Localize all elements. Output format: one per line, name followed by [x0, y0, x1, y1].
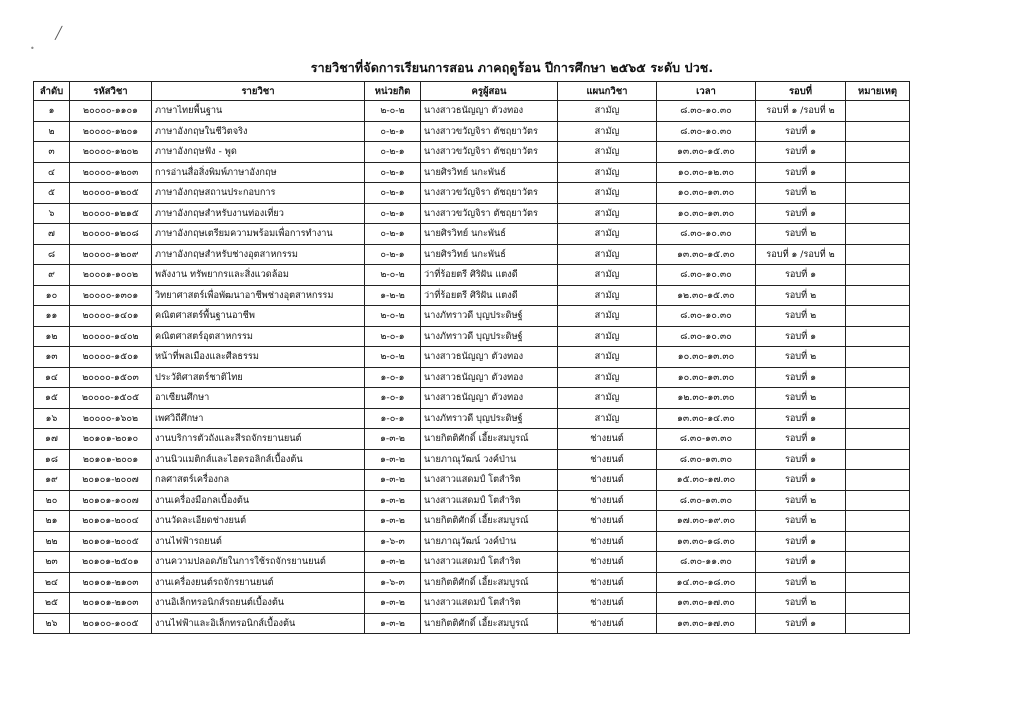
cell-department: สามัญ — [558, 203, 657, 224]
cell-time: ๑๒.๓๐-๑๓.๓๐ — [657, 388, 756, 409]
cell-no: ๒๑ — [34, 511, 70, 532]
cell-department: สามัญ — [558, 142, 657, 163]
cell-department: สามัญ — [558, 183, 657, 204]
cell-credits: ๑-๐-๑ — [365, 408, 421, 429]
cell-teacher: นายกิตติศักดิ์ เอี้ยะสมบูรณ์ — [421, 572, 558, 593]
cell-remark — [846, 531, 910, 552]
table-row — [34, 470, 910, 491]
cell-remark — [846, 142, 910, 163]
cell-time: ๑๓.๓๐-๑๕.๓๐ — [657, 142, 756, 163]
table-row — [34, 101, 910, 122]
cell-code: ๒๐๐๐๐-๑๒๐๕ — [70, 183, 152, 204]
cell-no: ๑๙ — [34, 470, 70, 491]
cell-time: ๘.๓๐-๑๐.๓๐ — [657, 101, 756, 122]
cell-no: ๙ — [34, 265, 70, 286]
cell-time: ๘.๓๐-๑๐.๓๐ — [657, 265, 756, 286]
cell-time: ๘.๓๐-๑๐.๓๐ — [657, 306, 756, 327]
cell-subject: ภาษาอังกฤษเตรียมความพร้อมเพื่อการทำงาน — [152, 224, 365, 245]
cell-department: ช่างยนต์ — [558, 572, 657, 593]
cell-remark — [846, 347, 910, 368]
cell-round: รอบที่ ๑ — [756, 408, 846, 429]
cell-subject: งานวัดละเอียดช่างยนต์ — [152, 511, 365, 532]
cell-code: ๒๐๑๐๑-๒๐๐๕ — [70, 531, 152, 552]
cell-credits: ๐-๒-๑ — [365, 162, 421, 183]
cell-teacher: นางสาวแสดมป์ โตสำริต — [421, 593, 558, 614]
cell-round: รอบที่ ๒ — [756, 306, 846, 327]
cell-no: ๓ — [34, 142, 70, 163]
cell-no: ๑๘ — [34, 449, 70, 470]
cell-code: ๒๐๐๐๐-๑๕๐๓ — [70, 367, 152, 388]
cell-teacher: นายกิตติศักดิ์ เอี้ยะสมบูรณ์ — [421, 613, 558, 634]
cell-round: รอบที่ ๑ — [756, 326, 846, 347]
cell-no: ๑๒ — [34, 326, 70, 347]
cell-round: รอบที่ ๒ — [756, 511, 846, 532]
cell-department: สามัญ — [558, 285, 657, 306]
cell-teacher: นางสาวธนัญญา ตัวงทอง — [421, 101, 558, 122]
cell-remark — [846, 285, 910, 306]
cell-teacher: นางสาวธนัญญา ตัวงทอง — [421, 347, 558, 368]
cell-time: ๑๐.๓๐-๑๒.๓๐ — [657, 162, 756, 183]
cell-round: รอบที่ ๑ — [756, 265, 846, 286]
table-header-row — [34, 82, 910, 101]
cell-teacher: นายศิรวิทย์ นกะพันธ์ — [421, 224, 558, 245]
cell-remark — [846, 593, 910, 614]
cell-subject: ภาษาอังกฤษสถานประกอบการ — [152, 183, 365, 204]
cell-teacher: นางสาวธนัญญา ตัวงทอง — [421, 367, 558, 388]
cell-remark — [846, 511, 910, 532]
cell-subject: ภาษาไทยพื้นฐาน — [152, 101, 365, 122]
cell-code: ๒๐๐๐๐-๑๑๐๑ — [70, 101, 152, 122]
cell-code: ๒๐๐๐๐-๑๒๐๒ — [70, 142, 152, 163]
table-row — [34, 244, 910, 265]
cell-code: ๒๐๐๐๐-๑๔๐๑ — [70, 306, 152, 327]
cell-code: ๒๐๐๐๐-๑๒๑๕ — [70, 203, 152, 224]
header-teacher: ครูผู้สอน — [421, 82, 558, 101]
schedule-table — [33, 81, 910, 634]
cell-credits: ๐-๒-๑ — [365, 183, 421, 204]
header-time: เวลา — [657, 82, 756, 101]
table-row — [34, 449, 910, 470]
cell-teacher: นางสาวขวัญจิรา ตัชฤยาวัตร — [421, 121, 558, 142]
header-subject: รายวิชา — [152, 82, 365, 101]
cell-code: ๒๐๐๐๐-๑๓๐๑ — [70, 285, 152, 306]
cell-code: ๒๐๐๐๐-๑๖๐๒ — [70, 408, 152, 429]
cell-round: รอบที่ ๑ — [756, 121, 846, 142]
cell-subject: งานบริการตัวถังและสีรถจักรยานยนต์ — [152, 429, 365, 450]
cell-time: ๑๕.๓๐-๑๗.๓๐ — [657, 470, 756, 491]
cell-subject: กลศาสตร์เครื่องกล — [152, 470, 365, 491]
cell-time: ๑๒.๓๐-๑๕.๓๐ — [657, 285, 756, 306]
cell-round: รอบที่ ๒ — [756, 388, 846, 409]
cell-code: ๒๐๑๐๑-๒๐๐๗ — [70, 470, 152, 491]
cell-credits: ๒-๐-๑ — [365, 326, 421, 347]
cell-teacher: นายภาณุวัฒน์ วงค์ป่าน — [421, 531, 558, 552]
table-row — [34, 572, 910, 593]
cell-code: ๒๐๑๐๑-๒๐๑๐ — [70, 429, 152, 450]
cell-round: รอบที่ ๒ — [756, 593, 846, 614]
header-department: แผนกวิชา — [558, 82, 657, 101]
scan-dot-icon: • — [30, 44, 35, 53]
cell-teacher: นางสาวแสดมป์ โตสำริต — [421, 490, 558, 511]
cell-credits: ๑-๐-๑ — [365, 367, 421, 388]
cell-no: ๑๗ — [34, 429, 70, 450]
cell-credits: ๒-๐-๒ — [365, 347, 421, 368]
cell-teacher: นางภัทราวดี บุญประดิษฐ์ — [421, 408, 558, 429]
cell-round: รอบที่ ๑ — [756, 531, 846, 552]
table-row — [34, 408, 910, 429]
cell-credits: ๐-๒-๑ — [365, 121, 421, 142]
cell-teacher: นางสาวขวัญจิรา ตัชฤยาวัตร — [421, 142, 558, 163]
cell-remark — [846, 613, 910, 634]
cell-round: รอบที่ ๑ /รอบที่ ๒ — [756, 244, 846, 265]
cell-time: ๘.๓๐-๑๐.๓๐ — [657, 326, 756, 347]
cell-no: ๒๕ — [34, 593, 70, 614]
cell-department: สามัญ — [558, 121, 657, 142]
cell-round: รอบที่ ๑ — [756, 367, 846, 388]
cell-remark — [846, 388, 910, 409]
table-row — [34, 183, 910, 204]
cell-round: รอบที่ ๑ — [756, 449, 846, 470]
cell-credits: ๑-๓-๒ — [365, 552, 421, 573]
cell-subject: งานไฟฟ้ารถยนต์ — [152, 531, 365, 552]
cell-time: ๘.๓๐-๑๓.๓๐ — [657, 449, 756, 470]
cell-credits: ๑-๐-๑ — [365, 388, 421, 409]
cell-credits: ๑-๓-๒ — [365, 511, 421, 532]
cell-no: ๔ — [34, 162, 70, 183]
cell-credits: ๒-๐-๒ — [365, 306, 421, 327]
cell-remark — [846, 552, 910, 573]
table-row — [34, 285, 910, 306]
cell-credits: ๑-๓-๒ — [365, 593, 421, 614]
cell-time: ๘.๓๐-๑๓.๓๐ — [657, 490, 756, 511]
cell-subject: วิทยาศาสตร์เพื่อพัฒนาอาชีพช่างอุตสาหกรรม — [152, 285, 365, 306]
cell-subject: เพศวิถีศึกษา — [152, 408, 365, 429]
cell-time: ๘.๓๐-๑๐.๓๐ — [657, 224, 756, 245]
cell-department: สามัญ — [558, 101, 657, 122]
cell-round: รอบที่ ๑ — [756, 470, 846, 491]
cell-code: ๒๐๑๐๑-๒๑๐๓ — [70, 593, 152, 614]
cell-department: สามัญ — [558, 306, 657, 327]
cell-round: รอบที่ ๒ — [756, 572, 846, 593]
cell-credits: ๑-๖-๓ — [365, 531, 421, 552]
cell-code: ๒๐๑๐๑-๒๐๐๑ — [70, 449, 152, 470]
cell-subject: ภาษาอังกฤษฟัง - พูด — [152, 142, 365, 163]
cell-code: ๒๐๐๐๑-๑๐๐๒ — [70, 265, 152, 286]
header-round: รอบที่ — [756, 82, 846, 101]
cell-round: รอบที่ ๑ /รอบที่ ๒ — [756, 101, 846, 122]
cell-department: สามัญ — [558, 347, 657, 368]
cell-time: ๘.๓๐-๑๐.๓๐ — [657, 121, 756, 142]
cell-round: รอบที่ ๑ — [756, 429, 846, 450]
cell-time: ๑๐.๓๐-๑๓.๓๐ — [657, 347, 756, 368]
cell-time: ๑๐.๓๐-๑๓.๓๐ — [657, 367, 756, 388]
header-no: ลำดับ — [34, 82, 70, 101]
cell-credits: ๑-๓-๒ — [365, 470, 421, 491]
cell-code: ๒๐๐๐๐-๑๒๐๘ — [70, 224, 152, 245]
table-row — [34, 490, 910, 511]
table-row — [34, 203, 910, 224]
table-row — [34, 326, 910, 347]
cell-code: ๒๐๑๐๑-๒๕๐๑ — [70, 552, 152, 573]
cell-subject: งานเครื่องยนต์รถจักรยานยนต์ — [152, 572, 365, 593]
table-row — [34, 531, 910, 552]
header-code: รหัสวิชา — [70, 82, 152, 101]
cell-subject: ภาษาอังกฤษในชีวิตจริง — [152, 121, 365, 142]
cell-time: ๑๐.๓๐-๑๓.๓๐ — [657, 203, 756, 224]
cell-remark — [846, 203, 910, 224]
table-row — [34, 388, 910, 409]
cell-remark — [846, 408, 910, 429]
cell-subject: หน้าที่พลเมืองและศีลธรรม — [152, 347, 365, 368]
cell-department: ช่างยนต์ — [558, 613, 657, 634]
cell-credits: ๐-๒-๑ — [365, 244, 421, 265]
cell-department: ช่างยนต์ — [558, 552, 657, 573]
cell-remark — [846, 224, 910, 245]
cell-department: สามัญ — [558, 388, 657, 409]
cell-time: ๑๗.๓๐-๑๙.๓๐ — [657, 511, 756, 532]
table-row — [34, 142, 910, 163]
cell-round: รอบที่ ๑ — [756, 162, 846, 183]
cell-subject: งานอิเล็กทรอนิกส์รถยนต์เบื้องต้น — [152, 593, 365, 614]
cell-no: ๕ — [34, 183, 70, 204]
cell-code: ๒๐๑๐๑-๒๑๐๓ — [70, 572, 152, 593]
cell-department: ช่างยนต์ — [558, 531, 657, 552]
cell-teacher: นางสาวขวัญจิรา ตัชฤยาวัตร — [421, 183, 558, 204]
cell-credits: ๑-๓-๒ — [365, 449, 421, 470]
table-row — [34, 224, 910, 245]
cell-credits: ๑-๓-๒ — [365, 429, 421, 450]
cell-remark — [846, 429, 910, 450]
table-row — [34, 162, 910, 183]
cell-teacher: นางภัทราวดี บุญประดิษฐ์ — [421, 326, 558, 347]
cell-code: ๒๐๑๐๑-๒๐๐๔ — [70, 511, 152, 532]
cell-teacher: นายศิรวิทย์ นกะพันธ์ — [421, 162, 558, 183]
table-row — [34, 121, 910, 142]
cell-remark — [846, 101, 910, 122]
cell-teacher: นายภาณุวัฒน์ วงค์ป่าน — [421, 449, 558, 470]
cell-subject: พลังงาน ทรัพยากรและสิ่งแวดล้อม — [152, 265, 365, 286]
cell-no: ๒๔ — [34, 572, 70, 593]
cell-no: ๑๕ — [34, 388, 70, 409]
cell-subject: ภาษาอังกฤษสำหรับช่างอุตสาหกรรม — [152, 244, 365, 265]
table-row — [34, 306, 910, 327]
cell-round: รอบที่ ๒ — [756, 224, 846, 245]
cell-no: ๘ — [34, 244, 70, 265]
cell-no: ๑ — [34, 101, 70, 122]
cell-credits: ๒-๐-๒ — [365, 265, 421, 286]
cell-remark — [846, 470, 910, 491]
cell-no: ๑๔ — [34, 367, 70, 388]
cell-round: รอบที่ ๑ — [756, 613, 846, 634]
cell-remark — [846, 572, 910, 593]
table-row — [34, 511, 910, 532]
cell-round: รอบที่ ๑ — [756, 552, 846, 573]
cell-remark — [846, 306, 910, 327]
cell-credits: ๐-๒-๑ — [365, 142, 421, 163]
cell-no: ๑๓ — [34, 347, 70, 368]
header-remark: หมายเหตุ — [846, 82, 910, 101]
cell-no: ๑๖ — [34, 408, 70, 429]
cell-time: ๘.๓๐-๑๓.๓๐ — [657, 429, 756, 450]
cell-remark — [846, 162, 910, 183]
cell-code: ๒๐๐๐๐-๑๕๐๕ — [70, 388, 152, 409]
cell-department: ช่างยนต์ — [558, 429, 657, 450]
cell-no: ๒๓ — [34, 552, 70, 573]
cell-code: ๒๐๑๐๐-๑๐๐๕ — [70, 613, 152, 634]
cell-no: ๒๒ — [34, 531, 70, 552]
cell-subject: งานเครื่องมือกลเบื้องต้น — [152, 490, 365, 511]
cell-credits: ๐-๒-๑ — [365, 203, 421, 224]
header-credits: หน่วยกิต — [365, 82, 421, 101]
cell-credits: ๑-๓-๒ — [365, 490, 421, 511]
cell-credits: ๑-๒-๒ — [365, 285, 421, 306]
cell-teacher: นางสาวธนัญญา ตัวงทอง — [421, 388, 558, 409]
cell-no: ๑๑ — [34, 306, 70, 327]
table-row — [34, 552, 910, 573]
cell-no: ๒ — [34, 121, 70, 142]
cell-code: ๒๐๐๐๐-๑๒๐๓ — [70, 162, 152, 183]
cell-teacher: นางสาวแสดมป์ โตสำริต — [421, 552, 558, 573]
cell-no: ๑๐ — [34, 285, 70, 306]
table-row — [34, 593, 910, 614]
cell-teacher: ว่าที่ร้อยตรี ศิริฝัน แตงดี — [421, 285, 558, 306]
cell-time: ๑๓.๓๐-๑๗.๓๐ — [657, 613, 756, 634]
cell-round: รอบที่ ๑ — [756, 142, 846, 163]
cell-department: ช่างยนต์ — [558, 511, 657, 532]
cell-no: ๒๖ — [34, 613, 70, 634]
cell-remark — [846, 449, 910, 470]
cell-department: ช่างยนต์ — [558, 593, 657, 614]
cell-time: ๑๐.๓๐-๑๓.๓๐ — [657, 183, 756, 204]
cell-no: ๖ — [34, 203, 70, 224]
cell-subject: งานนิวแมติกส์และไฮดรอลิกส์เบื้องต้น — [152, 449, 365, 470]
cell-code: ๒๐๐๐๐-๑๔๐๒ — [70, 326, 152, 347]
cell-remark — [846, 183, 910, 204]
cell-round: รอบที่ ๒ — [756, 183, 846, 204]
cell-teacher: นางสาวแสดมป์ โตสำริต — [421, 470, 558, 491]
table-row — [34, 613, 910, 634]
cell-teacher: นางภัทราวดี บุญประดิษฐ์ — [421, 306, 558, 327]
cell-department: สามัญ — [558, 162, 657, 183]
cell-round: รอบที่ ๒ — [756, 285, 846, 306]
pen-mark-icon: ╱ — [55, 26, 63, 40]
table-row — [34, 367, 910, 388]
cell-teacher: นายศิรวิทย์ นกะพันธ์ — [421, 244, 558, 265]
cell-time: ๑๓.๓๐-๑๔.๓๐ — [657, 408, 756, 429]
table-row — [34, 265, 910, 286]
cell-code: ๒๐๑๐๑-๑๐๐๗ — [70, 490, 152, 511]
cell-time: ๑๓.๓๐-๑๗.๓๐ — [657, 593, 756, 614]
cell-remark — [846, 326, 910, 347]
cell-time: ๘.๓๐-๑๑.๓๐ — [657, 552, 756, 573]
cell-department: สามัญ — [558, 265, 657, 286]
cell-credits: ๑-๖-๓ — [365, 572, 421, 593]
cell-remark — [846, 265, 910, 286]
cell-department: สามัญ — [558, 408, 657, 429]
cell-remark — [846, 244, 910, 265]
cell-round: รอบที่ ๒ — [756, 347, 846, 368]
cell-code: ๒๐๐๐๐-๑๒๐๙ — [70, 244, 152, 265]
cell-subject: คณิตศาสตร์อุตสาหกรรม — [152, 326, 365, 347]
cell-department: สามัญ — [558, 224, 657, 245]
cell-subject: งานความปลอดภัยในการใช้รถจักรยานยนต์ — [152, 552, 365, 573]
table-row — [34, 347, 910, 368]
cell-remark — [846, 121, 910, 142]
cell-subject: อาเซียนศึกษา — [152, 388, 365, 409]
cell-remark — [846, 367, 910, 388]
cell-credits: ๑-๓-๒ — [365, 613, 421, 634]
cell-time: ๑๔.๓๐-๑๘.๓๐ — [657, 572, 756, 593]
cell-round: รอบที่ ๑ — [756, 203, 846, 224]
cell-credits: ๒-๐-๒ — [365, 101, 421, 122]
cell-round: รอบที่ ๒ — [756, 490, 846, 511]
cell-teacher: นางสาวขวัญจิรา ตัชฤยาวัตร — [421, 203, 558, 224]
cell-no: ๗ — [34, 224, 70, 245]
cell-no: ๒๐ — [34, 490, 70, 511]
cell-time: ๑๓.๓๐-๑๘.๓๐ — [657, 531, 756, 552]
cell-time: ๑๓.๓๐-๑๕.๓๐ — [657, 244, 756, 265]
page-title: รายวิชาที่จัดการเรียนการสอน ภาคฤดูร้อน ปีการศึกษา ๒๕๖๕ ระดับ ปวช. — [310, 60, 714, 75]
cell-subject: ภาษาอังกฤษสำหรับงานท่องเที่ยว — [152, 203, 365, 224]
cell-subject: คณิตศาสตร์พื้นฐานอาชีพ — [152, 306, 365, 327]
cell-department: สามัญ — [558, 367, 657, 388]
cell-department: ช่างยนต์ — [558, 449, 657, 470]
cell-department: สามัญ — [558, 244, 657, 265]
cell-code: ๒๐๐๐๐-๑๕๐๑ — [70, 347, 152, 368]
cell-subject: การอ่านสื่อสิ่งพิมพ์ภาษาอังกฤษ — [152, 162, 365, 183]
cell-teacher: ว่าที่ร้อยตรี ศิริฝัน แตงดี — [421, 265, 558, 286]
cell-subject: งานไฟฟ้าและอิเล็กทรอนิกส์เบื้องต้น — [152, 613, 365, 634]
cell-subject: ประวัติศาสตร์ชาติไทย — [152, 367, 365, 388]
cell-code: ๒๐๐๐๐-๑๒๐๑ — [70, 121, 152, 142]
cell-teacher: นายกิตติศักดิ์ เอี้ยะสมบูรณ์ — [421, 511, 558, 532]
cell-teacher: นายกิตติศักดิ์ เอี้ยะสมบูรณ์ — [421, 429, 558, 450]
cell-credits: ๐-๒-๑ — [365, 224, 421, 245]
table-row — [34, 429, 910, 450]
cell-department: ช่างยนต์ — [558, 490, 657, 511]
cell-department: สามัญ — [558, 326, 657, 347]
cell-department: ช่างยนต์ — [558, 470, 657, 491]
cell-remark — [846, 490, 910, 511]
